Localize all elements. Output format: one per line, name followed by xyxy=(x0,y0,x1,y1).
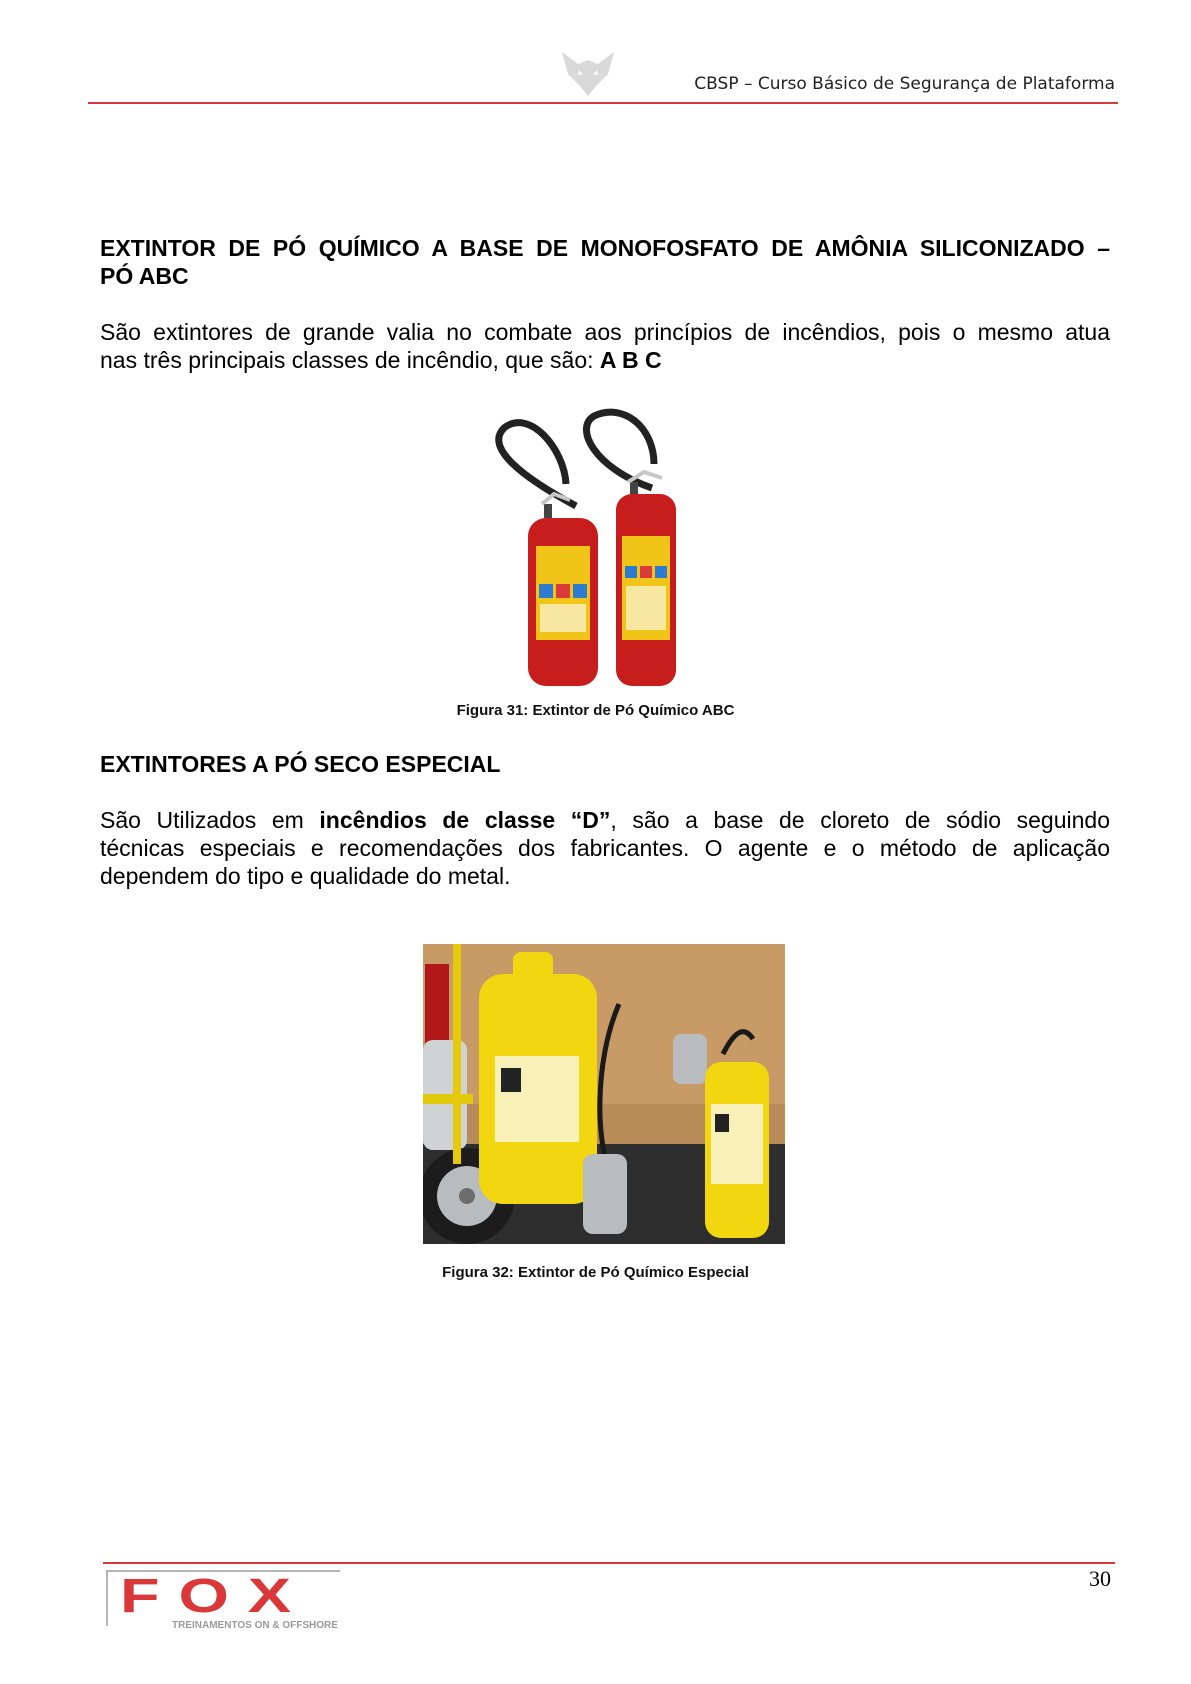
footer-divider xyxy=(103,1562,1115,1564)
section1-heading xyxy=(100,234,1110,290)
section2-paragraph xyxy=(100,806,1110,890)
section2-para-line1-a: São Utilizados em xyxy=(100,807,320,833)
fox-logo-text: FOX xyxy=(120,1570,310,1623)
section2-para-line3: dependem do tipo e qualidade do metal. xyxy=(100,863,511,889)
section1-para-abc: A B C xyxy=(599,347,662,373)
figure32-caption: Figura 32: Extintor de Pó Químico Especial xyxy=(442,1264,749,1281)
page-number: 30 xyxy=(1089,1566,1111,1591)
section1-paragraph xyxy=(100,318,1110,374)
figure31-image xyxy=(484,408,720,690)
figure31-caption: Figura 31: Extintor de Pó Químico ABC xyxy=(456,702,735,719)
figure32-image xyxy=(423,944,785,1244)
section2-para-line1 xyxy=(100,806,1110,834)
header-title: CBSP – Curso Básico de Segurança de Plataforma xyxy=(694,74,1115,94)
fox-logo xyxy=(106,1568,342,1632)
section1-heading-line2: PÓ ABC xyxy=(100,263,189,289)
header-divider xyxy=(88,102,1118,104)
section2-para-class-d: incêndios de classe “D” xyxy=(319,807,611,833)
fox-logo-tagline: TREINAMENTOS ON & OFFSHORE xyxy=(172,1620,338,1631)
section2-para-line2: técnicas especiais e recomendações dos fabricantes. O agente e o método de aplicação xyxy=(100,835,1110,861)
section1-heading-line1: EXTINTOR DE PÓ QUÍMICO A BASE DE MONOFOSFATO DE AMÔNIA SILICONIZADO – xyxy=(100,235,1110,261)
section2-heading: EXTINTORES A PÓ SECO ESPECIAL xyxy=(100,751,501,777)
section1-para-line1: São extintores de grande valia no combate aos princípios de incêndios, pois o mesmo atua xyxy=(100,319,1110,345)
section1-para-line2-text: nas três principais classes de incêndio, que são: xyxy=(100,347,600,373)
section2-para-line1-b: , são a base de cloreto de sódio seguindo xyxy=(610,807,1111,833)
fox-head-icon xyxy=(556,48,620,98)
section1-para-line2 xyxy=(100,346,1110,374)
